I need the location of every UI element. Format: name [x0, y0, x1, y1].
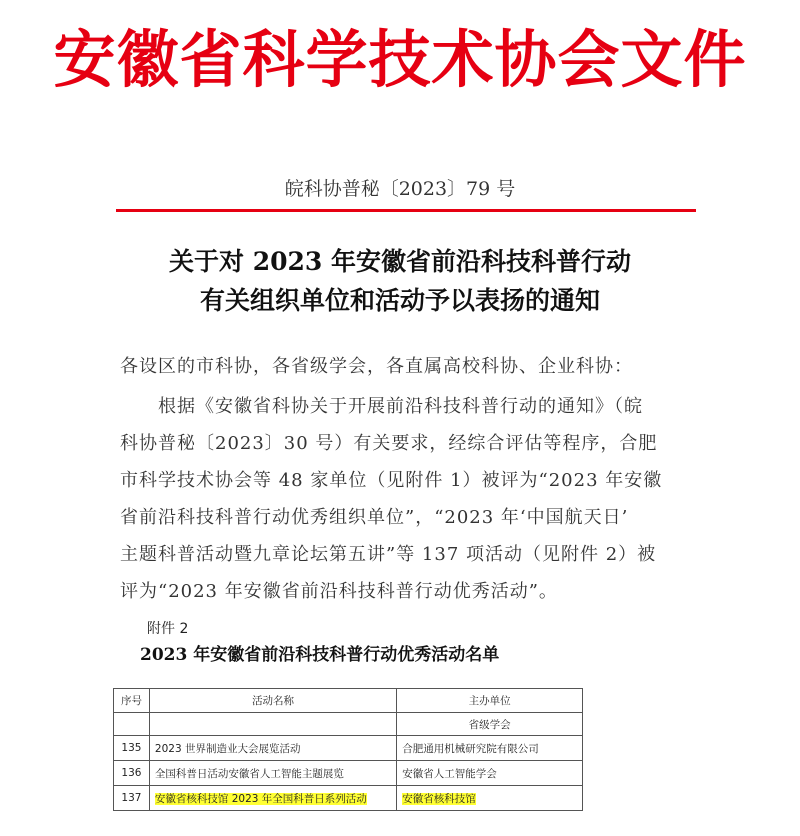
table-group-row	[114, 713, 583, 736]
body-line-6: 评为“2023 年安徽省前沿科技科普行动优秀活动”。	[120, 581, 558, 602]
table-row	[114, 736, 583, 761]
notice-title-line-2: 有关组织单位和活动予以表扬的通知	[199, 286, 600, 315]
row-organizer: 合肥通用机械研究院有限公司	[397, 736, 583, 761]
row-no: 136	[114, 761, 150, 786]
header-no: 序号	[114, 689, 150, 713]
row-no: 137	[114, 786, 150, 811]
body-line-3: 市科学技术协会等 48 家单位（见附件 1）被评为“2023 年安徽	[120, 470, 663, 491]
attachment-title: 2023 年安徽省前沿科技科普行动优秀活动名单	[140, 645, 500, 665]
notice-title-line-1: 关于对 2023 年安徽省前沿科技科普行动	[169, 247, 631, 276]
activity-table	[113, 688, 583, 811]
header-organizer: 主办单位	[397, 689, 583, 713]
row-activity-name-highlighted: 安徽省核科技馆 2023 年全国科普日系列活动	[154, 792, 367, 805]
notice-title	[0, 242, 800, 320]
body-paragraph	[120, 388, 705, 610]
row-organizer-highlighted: 安徽省核科技馆	[402, 792, 476, 805]
body-line-2: 科协普秘〔2023〕30 号）有关要求，经综合评估等程序，合肥	[120, 433, 658, 454]
body-line-5: 主题科普活动暨九章论坛第五讲”等 137 项活动（见附件 2）被	[120, 544, 657, 565]
table-row	[114, 761, 583, 786]
body-line-1: 根据《安徽省科协关于开展前沿科技科普行动的通知》（皖	[158, 396, 643, 417]
body-line-4: 省前沿科技科普行动优秀组织单位”，“2023 年‘中国航天日’	[120, 507, 629, 528]
document-masthead: 安徽省科学技术协会文件	[53, 23, 747, 96]
row-activity-name: 2023 世界制造业大会展览活动	[149, 736, 396, 761]
attachment-label: 附件 2	[147, 621, 189, 637]
table-row	[114, 786, 583, 811]
table-header-row	[114, 689, 583, 713]
row-activity-name: 全国科普日活动安徽省人工智能主题展览	[149, 761, 396, 786]
row-organizer: 安徽省人工智能学会	[397, 761, 583, 786]
header-activity-name: 活动名称	[149, 689, 396, 713]
salutation: 各设区的市科协，各省级学会，各直属高校科协、企业科协：	[120, 356, 633, 377]
document-number: 皖科协普秘〔2023〕79 号	[284, 178, 516, 200]
red-divider	[116, 209, 696, 212]
group-label: 省级学会	[397, 713, 583, 736]
row-no: 135	[114, 736, 150, 761]
